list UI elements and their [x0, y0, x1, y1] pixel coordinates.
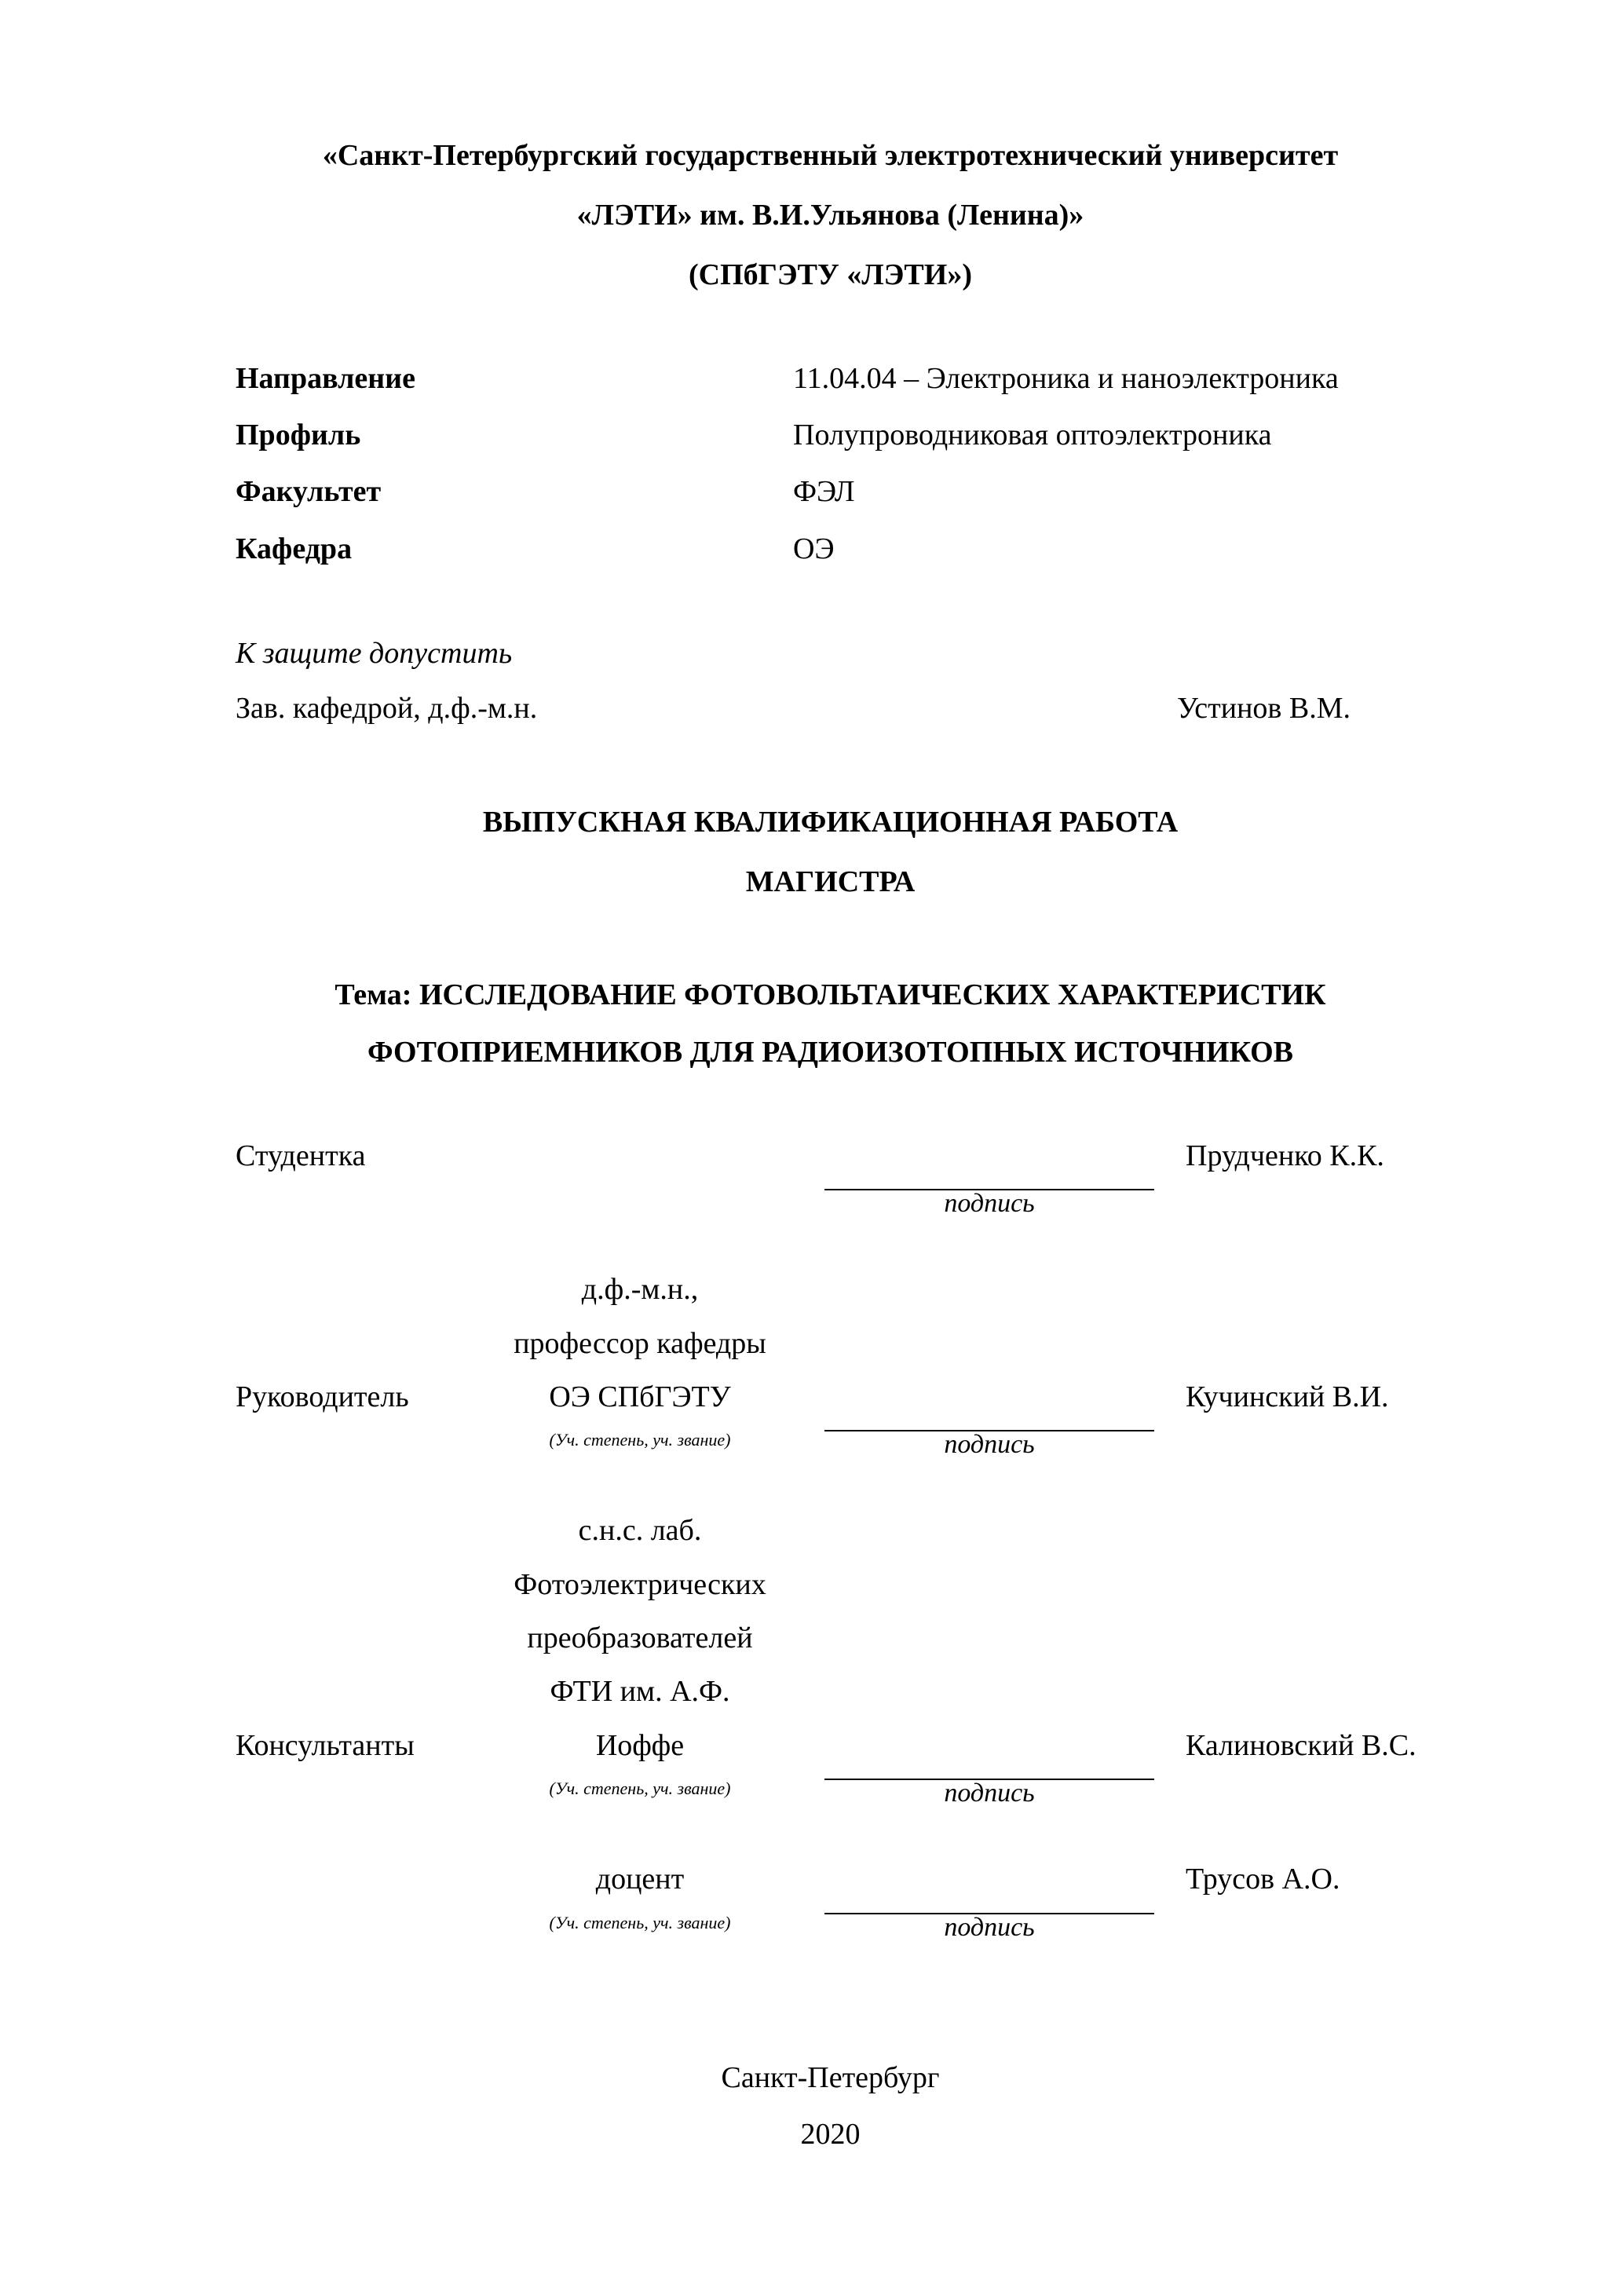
consultant-1-degree-caption: (Уч. степень, уч. звание) [549, 1779, 731, 1799]
consultants-label-cell [236, 1719, 471, 1823]
theme-line-2: ФОТОПРИЕМНИКОВ ДЛЯ РАДИОИЗОТОПНЫХ ИСТОЧНИКОВ [367, 1035, 1294, 1069]
student-label-cell [236, 1129, 471, 1233]
info-row-department [236, 521, 1425, 577]
consultant-2-name-cell [1170, 1852, 1425, 1956]
info-row-profile [236, 407, 1425, 463]
faculty-label: Факультет [236, 475, 382, 509]
consultant-2-position: доцент [595, 1863, 685, 1896]
student-position-cell [471, 1183, 809, 1233]
consultant-2-degree-caption: (Уч. степень, уч. звание) [549, 1912, 731, 1932]
direction-value: 11.04.04 – Электроника и наноэлектроника [793, 362, 1339, 395]
consultant-2-position-cell [471, 1852, 809, 1956]
permit-to-defense-line: К защите допустить [236, 636, 513, 670]
signature-row-consultant-2 [236, 1852, 1425, 1956]
supervisor-signature-cell [809, 1422, 1170, 1474]
consultant-1-position: с.н.с. лаб. Фотоэлектрических преобразователей ФТИ им. А.Ф. Иоффе [514, 1514, 766, 1762]
consultant-2-name: Трусов А.О. [1186, 1863, 1340, 1896]
university-name-line-2: «ЛЭТИ» им. В.И.Ульянова (Ленина)» [576, 199, 1084, 232]
signature-row-consultant-1 [236, 1504, 1425, 1823]
consultant-1-signature-cell [809, 1771, 1170, 1823]
supervisor-label-cell [236, 1370, 471, 1474]
year-line: 2020 [800, 2117, 861, 2151]
university-abbreviation: (СПбГЭТУ «ЛЭТИ») [689, 258, 972, 291]
program-info [236, 350, 1425, 577]
consultant-2-signature-line [824, 1913, 1154, 1914]
consultant-1-position-cell [471, 1504, 809, 1823]
university-header [236, 126, 1425, 305]
supervisor-signature-line [824, 1430, 1154, 1431]
footer [236, 2049, 1425, 2163]
signatures-section [236, 1129, 1425, 1957]
department-value: ОЭ [793, 532, 835, 565]
faculty-value: ФЭЛ [793, 475, 855, 509]
approval-block [236, 626, 1425, 737]
student-signature-caption: подпись [944, 1189, 1035, 1219]
consultant-1-name: Калиновский В.С. [1186, 1728, 1416, 1762]
department-head-label: Зав. кафедрой, д.ф.-м.н. [236, 692, 538, 726]
work-title-line-2: МАГИСТРА [745, 865, 916, 899]
consultants-label: Консультанты [236, 1728, 415, 1762]
university-name-line-1: «Санкт-Петербургский государственный электротехнический университет [322, 139, 1339, 172]
signature-row-supervisor [236, 1263, 1425, 1474]
supervisor-name-cell [1170, 1370, 1425, 1474]
consultant-2-label-cell [236, 1907, 471, 1957]
supervisor-position-cell [471, 1263, 809, 1474]
supervisor-degree-caption: (Уч. степень, уч. звание) [549, 1430, 731, 1450]
work-title [236, 792, 1425, 912]
consultant-1-name-cell [1170, 1719, 1425, 1823]
profile-label: Профиль [236, 419, 361, 452]
department-head-name: Устинов В.М. [1176, 692, 1351, 726]
supervisor-position: д.ф.-м.н., профессор кафедры ОЭ СПбГЭТУ [514, 1273, 766, 1413]
consultant-2-signature-caption: подпись [944, 1912, 1035, 1942]
student-name: Прудченко К.К. [1186, 1139, 1384, 1172]
student-signature-cell [809, 1181, 1170, 1233]
department-label: Кафедра [236, 532, 353, 565]
supervisor-name: Кучинский В.И. [1186, 1380, 1389, 1413]
supervisor-label: Руководитель [236, 1380, 409, 1413]
student-label: Студентка [236, 1139, 366, 1172]
signature-row-student [236, 1129, 1425, 1233]
consultant-1-signature-line [824, 1779, 1154, 1780]
work-title-line-1: ВЫПУСКНАЯ КВАЛИФИКАЦИОННАЯ РАБОТА [482, 806, 1179, 839]
info-row-direction [236, 350, 1425, 407]
profile-value: Полупроводниковая оптоэлектроника [793, 419, 1272, 452]
info-row-faculty [236, 463, 1425, 520]
theme-line-1: Тема: ИССЛЕДОВАНИЕ ФОТОВОЛЬТАИЧЕСКИХ ХАРАКТЕРИСТИК [334, 978, 1326, 1012]
city-line: Санкт-Петербург [721, 2060, 940, 2094]
student-name-cell [1170, 1129, 1425, 1233]
consultant-1-signature-caption: подпись [944, 1779, 1035, 1808]
consultant-2-signature-cell [809, 1905, 1170, 1957]
student-signature-line [824, 1189, 1154, 1190]
theme-title [236, 967, 1425, 1080]
supervisor-signature-caption: подпись [944, 1430, 1035, 1460]
department-head-row [236, 681, 1425, 736]
direction-label: Направление [236, 362, 415, 395]
